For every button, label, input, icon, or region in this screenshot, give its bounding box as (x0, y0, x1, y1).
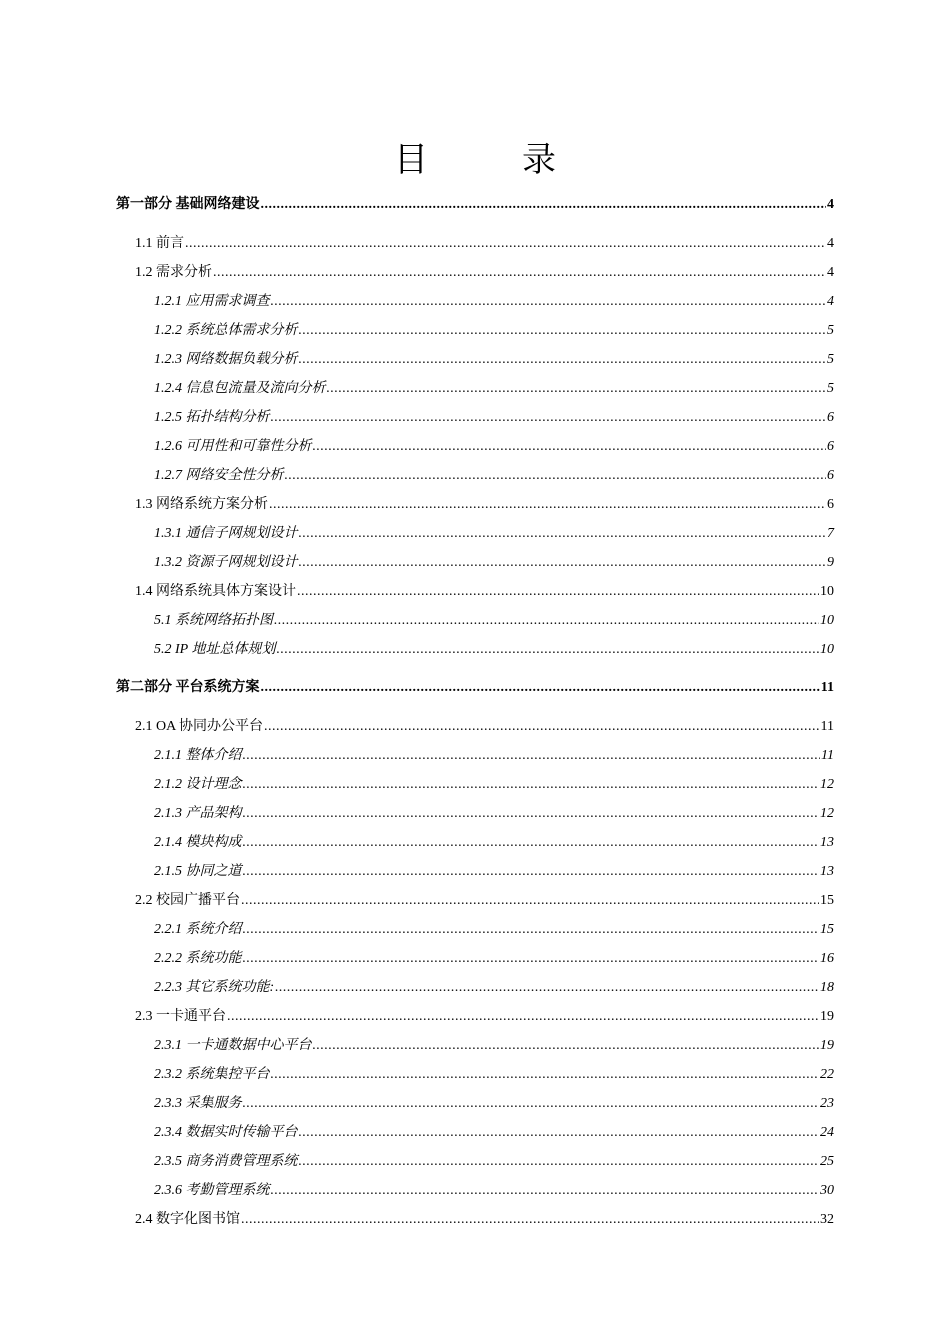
toc-section-link[interactable] (0, 712, 834, 741)
toc-section-link[interactable] (0, 258, 834, 287)
toc-page-number: 11 (820, 680, 834, 695)
toc-entry-title: 1.2.2 系统总体需求分析 (154, 323, 298, 338)
dot-leader (275, 973, 819, 1002)
toc-page-number: 23 (820, 1096, 834, 1111)
toc-page-number: 5 (827, 323, 834, 338)
dot-leader (261, 674, 820, 702)
toc-part-heading[interactable] (0, 191, 834, 219)
toc-page-number: 30 (820, 1183, 834, 1198)
toc-entry-title: 2.3.6 考勤管理系统 (154, 1183, 270, 1198)
toc-page-number: 11 (820, 719, 834, 734)
toc-entry-title: 2.1.3 产品架构 (154, 806, 242, 821)
toc-entry-title: 1.2.5 拓扑结构分析 (154, 410, 270, 425)
toc-entry-title: 2.4 数字化图书馆 (135, 1212, 240, 1227)
dot-leader (264, 712, 820, 741)
toc-subsection-link[interactable] (0, 461, 834, 490)
toc-page-number: 11 (821, 748, 834, 763)
toc-page-number: 5 (827, 381, 834, 396)
table-of-contents (0, 181, 950, 1234)
toc-subsection-link[interactable] (0, 944, 834, 973)
toc-subsection-link[interactable] (0, 1060, 834, 1089)
dot-leader (213, 258, 826, 287)
toc-entry-title: 1.3.1 通信子网规划设计 (154, 526, 298, 541)
toc-page-number: 12 (820, 777, 834, 792)
toc-entry-title: 2.3.3 采集服务 (154, 1096, 242, 1111)
dot-leader (269, 490, 826, 519)
dot-leader (299, 345, 827, 374)
dot-leader (241, 886, 819, 915)
toc-subsection-link[interactable] (0, 635, 834, 664)
toc-subsection-link[interactable] (0, 799, 834, 828)
dot-leader (271, 1060, 820, 1089)
toc-page-number: 5 (827, 352, 834, 367)
dot-leader (299, 316, 827, 345)
toc-page-number: 7 (827, 526, 834, 541)
toc-subsection-link[interactable] (0, 606, 834, 635)
toc-page-number: 6 (827, 439, 834, 454)
toc-subsection-link[interactable] (0, 374, 834, 403)
toc-page-number: 6 (827, 468, 834, 483)
toc-entry-title: 1.3.2 资源子网规划设计 (154, 555, 298, 570)
dot-leader (299, 1147, 820, 1176)
dot-leader (285, 461, 827, 490)
toc-entry-title: 2.2.3 其它系统功能: (154, 980, 275, 995)
toc-page-number: 19 (820, 1038, 834, 1053)
toc-page-number: 32 (820, 1212, 834, 1227)
toc-entry-title: 1.1 前言 (135, 236, 184, 251)
dot-leader (243, 828, 820, 857)
toc-page-number: 12 (820, 806, 834, 821)
toc-entry-title: 2.3 一卡通平台 (135, 1009, 226, 1024)
dot-leader (185, 229, 826, 258)
dot-leader (243, 741, 821, 770)
toc-page-number: 6 (827, 497, 834, 512)
toc-entry-title: 1.2.4 信息包流量及流向分析 (154, 381, 326, 396)
toc-subsection-link[interactable] (0, 857, 834, 886)
toc-page-number: 6 (827, 410, 834, 425)
toc-subsection-link[interactable] (0, 915, 834, 944)
toc-page-number: 4 (827, 197, 834, 212)
toc-entry-title: 2.3.4 数据实时传输平台 (154, 1125, 298, 1140)
toc-entry-title: 2.1.5 协同之道 (154, 864, 242, 879)
toc-subsection-link[interactable] (0, 828, 834, 857)
dot-leader (243, 770, 820, 799)
toc-subsection-link[interactable] (0, 316, 834, 345)
toc-page-number: 4 (827, 265, 834, 280)
toc-entry-title: 1.2.6 可用性和可靠性分析 (154, 439, 312, 454)
toc-entry-title: 2.2 校园广播平台 (135, 893, 240, 908)
toc-entry-title: 1.2.3 网络数据负载分析 (154, 352, 298, 367)
dot-leader (327, 374, 827, 403)
dot-leader (313, 1031, 820, 1060)
toc-page-number: 22 (820, 1067, 834, 1082)
toc-page-number: 15 (820, 893, 834, 908)
toc-subsection-link[interactable] (0, 548, 834, 577)
dot-leader (227, 1002, 819, 1031)
toc-subsection-link[interactable] (0, 403, 834, 432)
dot-leader (299, 1118, 820, 1147)
toc-page-number: 9 (827, 555, 834, 570)
dot-leader (243, 1089, 820, 1118)
toc-subsection-link[interactable] (0, 345, 834, 374)
toc-entry-title: 2.3.5 商务消费管理系统 (154, 1154, 298, 1169)
toc-subsection-link[interactable] (0, 1118, 834, 1147)
toc-entry-title: 2.3.1 一卡通数据中心平台 (154, 1038, 312, 1053)
toc-entry-title: 2.1.2 设计理念 (154, 777, 242, 792)
dot-leader (243, 944, 820, 973)
toc-entry-title: 2.1.4 模块构成 (154, 835, 242, 850)
dot-leader (313, 432, 827, 461)
toc-subsection-link[interactable] (0, 1147, 834, 1176)
toc-subsection-link[interactable] (0, 1031, 834, 1060)
toc-subsection-link[interactable] (0, 741, 834, 770)
toc-page-number: 10 (820, 613, 834, 628)
toc-entry-title: 2.2.2 系统功能 (154, 951, 242, 966)
toc-section-link[interactable] (0, 577, 834, 606)
dot-leader (271, 1176, 820, 1205)
page-title: 目 录 (394, 141, 586, 179)
toc-page-number: 13 (820, 835, 834, 850)
toc-page-number: 4 (827, 236, 834, 251)
toc-subsection-link[interactable] (0, 1176, 834, 1205)
toc-subsection-link[interactable] (0, 770, 834, 799)
toc-entry-title: 5.2 IP 地址总体规划 (154, 642, 276, 657)
dot-leader (299, 519, 827, 548)
dot-leader (243, 857, 820, 886)
toc-part-heading[interactable] (0, 674, 834, 702)
toc-page-number: 4 (827, 294, 834, 309)
toc-entry-title: 1.2.7 网络安全性分析 (154, 468, 284, 483)
dot-leader (274, 606, 819, 635)
toc-section-link[interactable] (0, 886, 834, 915)
toc-entry-title: 第二部分 平台系统方案 (116, 680, 260, 695)
toc-section-link[interactable] (0, 490, 834, 519)
toc-entry-title: 2.1.1 整体介绍 (154, 748, 242, 763)
toc-page-number: 25 (820, 1154, 834, 1169)
toc-subsection-link[interactable] (0, 287, 834, 316)
toc-entry-title: 2.1 OA 协同办公平台 (135, 719, 263, 734)
toc-entry-title: 第一部分 基础网络建设 (116, 197, 260, 212)
toc-entry-title: 1.2.1 应用需求调查 (154, 294, 270, 309)
toc-page-number: 10 (820, 584, 834, 599)
dot-leader (243, 799, 820, 828)
dot-leader (271, 287, 827, 316)
toc-page-number: 19 (820, 1009, 834, 1024)
toc-page-number: 16 (820, 951, 834, 966)
toc-page-number: 18 (820, 980, 834, 995)
toc-page-number: 13 (820, 864, 834, 879)
toc-entry-title: 1.3 网络系统方案分析 (135, 497, 268, 512)
dot-leader (271, 403, 827, 432)
toc-subsection-link[interactable] (0, 973, 834, 1002)
dot-leader (299, 548, 827, 577)
toc-subsection-link[interactable] (0, 432, 834, 461)
toc-entry-title: 1.2 需求分析 (135, 265, 212, 280)
toc-page-number: 15 (820, 922, 834, 937)
toc-subsection-link[interactable] (0, 519, 834, 548)
toc-page-number: 10 (820, 642, 834, 657)
dot-leader (241, 1205, 819, 1234)
toc-section-link[interactable] (0, 1002, 834, 1031)
dot-leader (243, 915, 820, 944)
dot-leader (261, 191, 827, 219)
toc-entry-title: 1.4 网络系统具体方案设计 (135, 584, 296, 599)
toc-section-link[interactable] (0, 1205, 834, 1234)
dot-leader (297, 577, 819, 606)
toc-entry-title: 5.1 系统网络拓扑图 (154, 613, 273, 628)
toc-subsection-link[interactable] (0, 1089, 834, 1118)
dot-leader (276, 635, 819, 664)
toc-section-link[interactable] (0, 229, 834, 258)
toc-entry-title: 2.3.2 系统集控平台 (154, 1067, 270, 1082)
toc-entry-title: 2.2.1 系统介绍 (154, 922, 242, 937)
toc-page-number: 24 (820, 1125, 834, 1140)
